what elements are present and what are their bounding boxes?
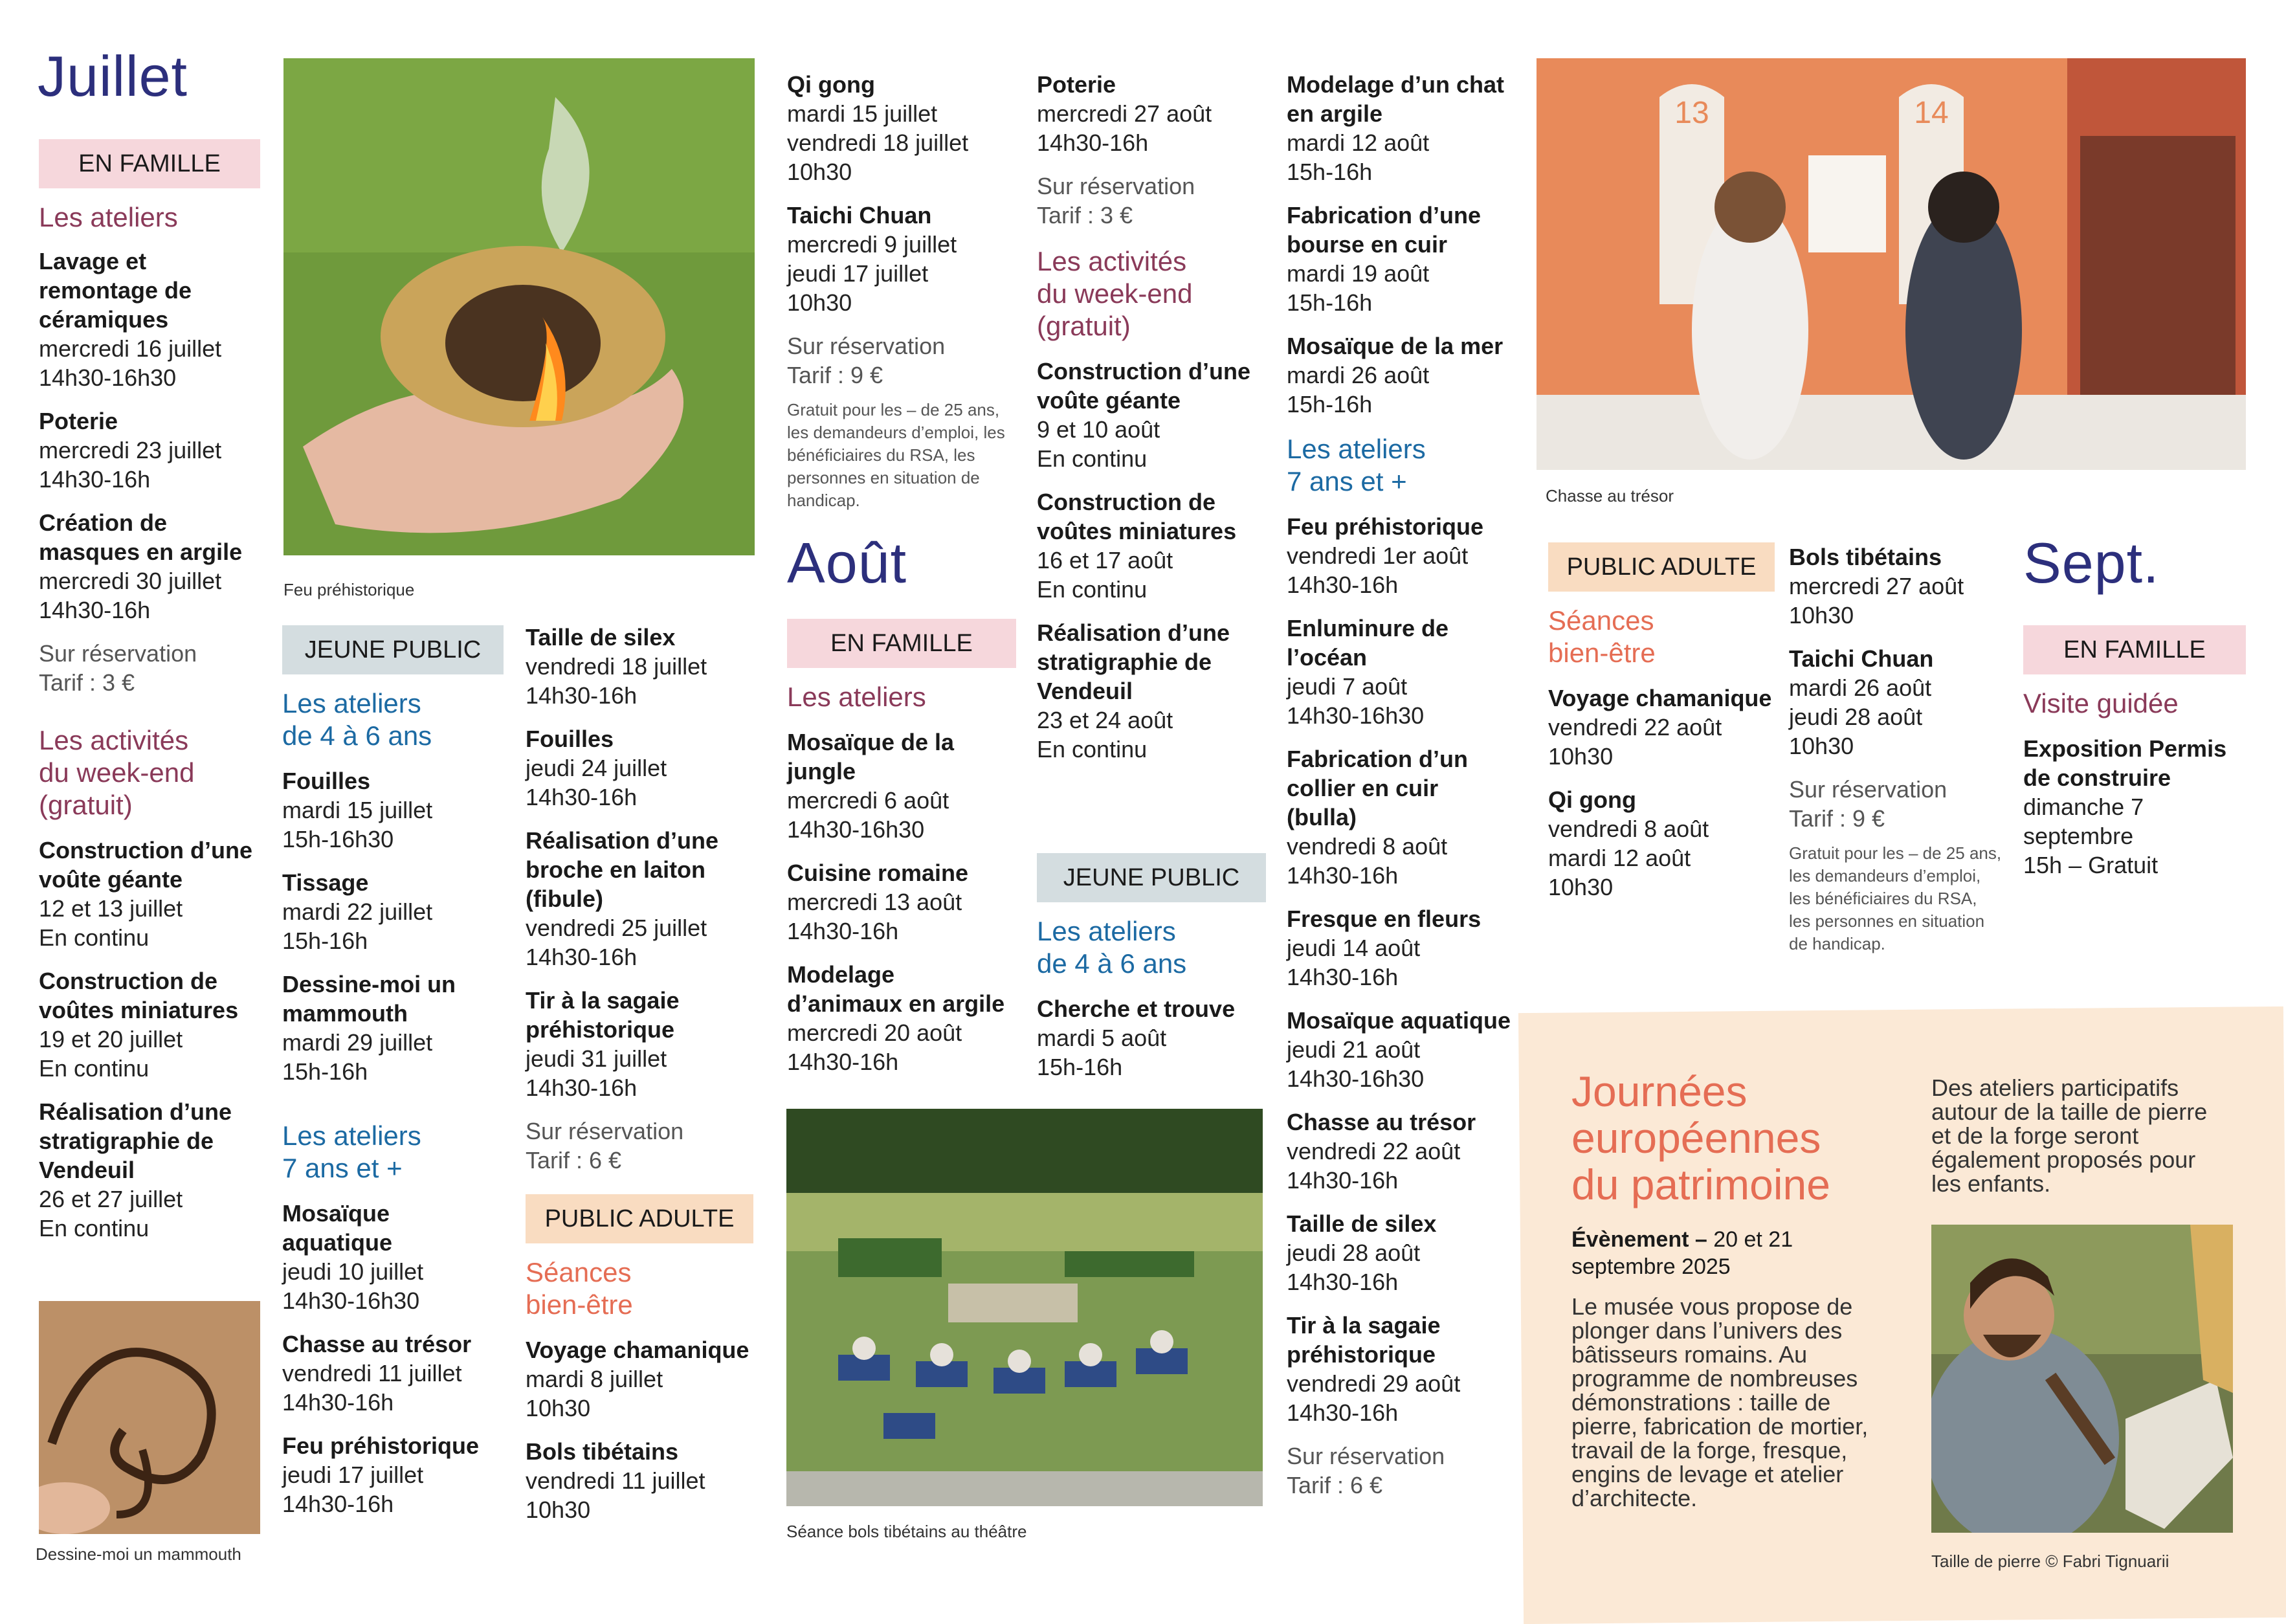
caption-mammouth: Dessine-moi un mammouth <box>36 1544 241 1564</box>
event-item <box>1037 70 1263 157</box>
event-time: 14h30-16h <box>1287 862 1399 889</box>
jep-event-label: Évènement – <box>1571 1227 1707 1252</box>
event-title: Dessine-moi un mammouth <box>282 971 456 1027</box>
event-title: Mosaïque de la jungle <box>787 729 955 784</box>
event-title: Mosaïque de la mer <box>1287 333 1504 359</box>
caption-bols: Séance bols tibétains au théâtre <box>786 1522 1027 1541</box>
event-date: septembre <box>2023 823 2134 849</box>
event-item <box>2023 734 2246 880</box>
event-time: 14h30-16h <box>1287 1269 1399 1295</box>
section-activites-heading: (gratuit) <box>1037 311 1131 341</box>
event-title: Voyage chamanique <box>526 1337 749 1363</box>
event-time: 14h30-16h <box>282 1389 394 1416</box>
photo-chasse-tresor <box>1537 58 2246 470</box>
photo-feu-art <box>283 58 755 555</box>
event-item <box>526 1335 753 1423</box>
caption-taille-pierre: Taille de pierre © Fabri Tignuarii <box>1931 1552 2169 1571</box>
event-date: jeudi 28 août <box>1287 1240 1421 1266</box>
event-title: Mosaïque aquatique <box>282 1200 393 1256</box>
event-title: Fabrication d’un collier en cuir (bulla) <box>1287 746 1469 830</box>
event-time: 14h30-16h30 <box>39 364 177 391</box>
section-ateliers-4-6: de 4 à 6 ans <box>282 720 432 751</box>
event-time: En continu <box>39 1055 150 1082</box>
event-date: mardi 12 août <box>1287 129 1430 156</box>
event-date: mercredi 20 août <box>787 1019 962 1046</box>
event-item <box>787 858 1016 946</box>
event-date: vendredi 18 juillet <box>787 129 969 156</box>
event-item <box>282 1329 504 1417</box>
event-date: jeudi 24 juillet <box>526 755 667 781</box>
event-time: 15h-16h <box>282 1058 368 1085</box>
event-time: 10h30 <box>1548 743 1614 770</box>
event-title: Modelage d’un chat en argile <box>1287 71 1505 127</box>
event-date: jeudi 14 août <box>1287 935 1421 961</box>
event-title: Qi gong <box>1548 786 1636 813</box>
event-title: Voyage chamanique <box>1548 685 1772 711</box>
event-item <box>39 247 260 392</box>
section-activites-heading: Les activités <box>39 725 189 755</box>
event-title: Cuisine romaine <box>787 860 969 886</box>
event-date: mardi 15 juillet <box>282 797 433 823</box>
event-time: 14h30-16h <box>39 597 151 623</box>
section-visite-guidee: Visite guidée <box>2023 688 2179 718</box>
pill-jeune-public: JEUNE PUBLIC <box>1037 853 1266 902</box>
event-time: En continu <box>1037 576 1148 603</box>
event-date: vendredi 18 juillet <box>526 653 707 680</box>
section-ateliers-4-6: Les ateliers <box>282 688 421 718</box>
event-title: Cherche et trouve <box>1037 996 1236 1022</box>
event-item <box>39 508 260 625</box>
event-item <box>1037 487 1263 604</box>
event-date: vendredi 11 juillet <box>282 1360 462 1386</box>
event-item <box>1548 785 1775 902</box>
juillet-jeune-column <box>282 625 504 1518</box>
event-item <box>1287 1006 1513 1093</box>
event-item <box>1037 357 1263 473</box>
event-time: En continu <box>39 1215 150 1241</box>
event-time: 14h30-16h <box>1037 129 1149 156</box>
event-title: Réalisation d’une stratigraphie de Vendeuil <box>39 1098 232 1183</box>
event-title: Réalisation d’une broche en laiton (fibule) <box>526 827 719 912</box>
event-time: 14h30-16h <box>526 784 638 810</box>
event-time: 14h30-16h <box>526 682 638 709</box>
photo-taille-art <box>1931 1225 2233 1533</box>
pill-public-adulte: PUBLIC ADULTE <box>526 1194 753 1243</box>
event-title: Chasse au trésor <box>1287 1109 1476 1135</box>
month-title-aout: Août <box>787 531 907 595</box>
section-seances: Séances <box>1548 605 1654 636</box>
event-title: Fabrication d’une bourse en cuir <box>1287 202 1481 258</box>
event-time: 15h-16h30 <box>282 826 394 852</box>
event-item <box>1037 618 1263 764</box>
event-time: 14h30-16h <box>526 1074 638 1101</box>
photo-feu <box>283 58 755 555</box>
event-title: Bols tibétains <box>1789 544 1942 570</box>
event-time: 14h30-16h30 <box>1287 702 1425 729</box>
event-date: vendredi 11 juillet <box>526 1467 705 1494</box>
event-item <box>1287 70 1513 186</box>
caption-chasse: Chasse au trésor <box>1546 486 1674 506</box>
event-date: 9 et 10 août <box>1037 416 1160 443</box>
event-date: vendredi 25 juillet <box>526 915 707 941</box>
event-title: Lavage et remontage de céramiques <box>39 248 192 333</box>
event-title: Poterie <box>1037 71 1116 98</box>
pill-en-famille: EN FAMILLE <box>787 619 1016 668</box>
event-title: Poterie <box>39 408 118 434</box>
event-date: jeudi 17 juillet <box>787 260 929 287</box>
event-date: mercredi 9 juillet <box>787 231 957 258</box>
section-activites-heading: Les activités <box>1037 246 1187 276</box>
event-time: 14h30-16h <box>1287 1399 1399 1426</box>
event-time: 15h-16h <box>1037 1054 1123 1080</box>
section-ateliers: Les ateliers <box>39 202 178 232</box>
event-title: Fouilles <box>526 726 614 752</box>
aout-adulte-column-b <box>1789 542 2009 955</box>
event-date: mardi 26 août <box>1789 674 1932 701</box>
event-time: 14h30-16h <box>1287 1167 1399 1194</box>
jep-title: européennes <box>1571 1114 1821 1162</box>
tarif-note: Tarif : 9 € <box>1789 805 1885 832</box>
event-date: jeudi 17 juillet <box>282 1462 424 1488</box>
event-title: Création de masques en argile <box>39 509 243 565</box>
section-seances: bien-être <box>1548 638 1656 668</box>
event-title: Tir à la sagaie préhistorique <box>1287 1312 1441 1368</box>
event-item <box>526 1437 753 1524</box>
event-time: 14h30-16h <box>1287 964 1399 990</box>
section-activites-heading: du week-end <box>39 757 195 788</box>
event-date: jeudi 10 juillet <box>282 1258 424 1285</box>
event-title: Fouilles <box>282 768 371 794</box>
event-time: 14h30-16h <box>1287 572 1399 598</box>
event-item <box>526 986 753 1102</box>
event-time: 14h30-16h <box>282 1491 394 1517</box>
event-date: mercredi 13 août <box>787 889 962 915</box>
event-date: vendredi 22 août <box>1548 714 1722 740</box>
event-time: 15h-16h <box>282 928 368 954</box>
jep-title: du patrimoine <box>1571 1161 1830 1208</box>
event-time: 10h30 <box>526 1395 591 1421</box>
aout-jeune-column <box>1037 853 1266 1082</box>
event-date: jeudi 7 août <box>1287 673 1408 700</box>
event-item <box>787 960 1016 1076</box>
jep-event-dates: 20 et 21 <box>1713 1227 1793 1252</box>
event-date: 19 et 20 juillet <box>39 1026 183 1052</box>
month-title-juillet: Juillet <box>38 44 188 108</box>
pill-en-famille: EN FAMILLE <box>39 139 260 188</box>
sept-column <box>2023 625 2246 880</box>
event-title: Fresque en fleurs <box>1287 906 1481 932</box>
event-title: Construction d’une voûte géante <box>39 837 252 893</box>
section-seances: bien-être <box>526 1289 633 1320</box>
event-date: vendredi 22 août <box>1287 1138 1461 1164</box>
event-item <box>1789 644 2009 761</box>
event-date: mardi 26 août <box>1287 362 1430 388</box>
pill-public-adulte: PUBLIC ADULTE <box>1548 542 1775 592</box>
event-item <box>787 728 1016 844</box>
photo-chasse-art <box>1537 58 2246 470</box>
pill-jeune-public: JEUNE PUBLIC <box>282 625 504 674</box>
section-activites-heading: (gratuit) <box>39 790 133 820</box>
event-item <box>1287 1311 1513 1427</box>
event-time: En continu <box>39 924 150 951</box>
event-date: dimanche 7 <box>2023 794 2144 820</box>
photo-taille-pierre <box>1931 1225 2233 1533</box>
event-date: vendredi 8 août <box>1548 816 1709 842</box>
gratuit-note: Gratuit pour les – de 25 ans, les demandeurs d’emploi, les bénéficiaires du RSA, les personnes en situation de handicap. <box>787 400 1005 510</box>
event-item <box>1287 744 1513 890</box>
reservation-note: Sur réservation <box>1037 173 1195 199</box>
juillet-7ans-column <box>526 623 753 1524</box>
section-ateliers-7: Les ateliers <box>282 1120 421 1151</box>
event-title: Mosaïque aquatique <box>1287 1007 1511 1034</box>
event-item <box>282 1431 504 1518</box>
month-title-sept: Sept. <box>2023 531 2160 595</box>
event-date: jeudi 21 août <box>1287 1036 1421 1063</box>
jep-title: Journées <box>1571 1067 1748 1115</box>
event-date: mardi 15 juillet <box>787 100 938 127</box>
event-item <box>526 826 753 972</box>
event-date: mercredi 27 août <box>1037 100 1212 127</box>
caption-feu: Feu préhistorique <box>283 580 415 599</box>
gratuit-note: Gratuit pour les – de 25 ans, les demandeurs d’emploi, les bénéficiaires du RSA, les personnes en situation de handicap. <box>1789 843 2002 953</box>
event-time: 14h30-16h30 <box>1287 1065 1425 1092</box>
panel-b-number: 14 <box>1914 96 1949 130</box>
section-activites-heading: du week-end <box>1037 278 1193 309</box>
event-title: Taichi Chuan <box>787 202 932 228</box>
event-item <box>282 970 504 1086</box>
event-date: mardi 5 août <box>1037 1025 1167 1051</box>
photo-bols-art <box>786 1109 1263 1506</box>
event-time: 15h-16h <box>1287 159 1373 185</box>
event-time: 10h30 <box>1548 874 1614 900</box>
event-item <box>526 724 753 812</box>
event-date: mercredi 6 août <box>787 787 949 814</box>
jep-main <box>1571 1068 1908 1510</box>
event-time: 15h-16h <box>1287 391 1373 417</box>
event-time: 10h30 <box>787 289 852 316</box>
event-date: 16 et 17 août <box>1037 547 1173 573</box>
photo-bols-tibetains <box>786 1109 1263 1506</box>
event-title: Tir à la sagaie préhistorique <box>526 987 680 1043</box>
event-title: Taille de silex <box>1287 1210 1437 1237</box>
event-date: mercredi 27 août <box>1789 573 1964 599</box>
event-date: mardi 19 août <box>1287 260 1430 287</box>
event-date: mardi 8 juillet <box>526 1366 663 1392</box>
reservation-note: Sur réservation <box>526 1118 684 1144</box>
event-item <box>39 406 260 494</box>
event-time: 10h30 <box>1789 602 1854 628</box>
section-ateliers-4-6: de 4 à 6 ans <box>1037 948 1187 979</box>
tarif-note: Tarif : 3 € <box>39 669 135 696</box>
event-date: mercredi 16 juillet <box>39 335 222 362</box>
event-time: 15h – Gratuit <box>2023 852 2158 878</box>
reservation-note: Sur réservation <box>39 640 197 667</box>
event-time: 10h30 <box>787 159 852 185</box>
event-item <box>787 70 1020 186</box>
event-title: Chasse au trésor <box>282 1331 472 1357</box>
section-ateliers-4-6: Les ateliers <box>1037 916 1176 946</box>
event-title: Construction de voûtes miniatures <box>39 968 239 1023</box>
event-date: vendredi 29 août <box>1287 1370 1461 1397</box>
event-title: Feu préhistorique <box>282 1432 480 1459</box>
event-title: Taille de silex <box>526 624 676 651</box>
event-item <box>1548 684 1775 771</box>
event-time: 14h30-16h30 <box>282 1287 420 1314</box>
event-item <box>39 966 260 1083</box>
event-date: 26 et 27 juillet <box>39 1186 183 1212</box>
reservation-note: Sur réservation <box>1287 1443 1445 1469</box>
aout-adulte-column <box>1548 542 1775 902</box>
event-item <box>526 623 753 710</box>
event-time: 14h30-16h <box>787 918 899 944</box>
event-date: mercredi 30 juillet <box>39 568 222 594</box>
section-ateliers-7: 7 ans et + <box>1287 466 1407 496</box>
aout-famille-column <box>787 619 1016 1076</box>
event-time: En continu <box>1037 445 1148 472</box>
event-date: mardi 22 juillet <box>282 898 433 925</box>
event-title: Construction d’une voûte géante <box>1037 358 1250 414</box>
jep-body: Le musée vous propose de plonger dans l’univers des bâtisseurs romains. Au programme de nombreuses démonstrations : taille de pierre, fabrication de mortier, travail de la forge, fresque, engins de levage et atelier d’architecte. <box>1571 1293 1869 1511</box>
event-item <box>1789 542 2009 630</box>
event-time: 10h30 <box>1789 733 1854 759</box>
event-item <box>1287 1209 1513 1296</box>
event-time: 14h30-16h30 <box>787 816 925 843</box>
event-item <box>1287 512 1513 599</box>
event-item <box>1287 201 1513 317</box>
event-title: Réalisation d’une stratigraphie de Vendeuil <box>1037 619 1230 704</box>
event-item <box>282 766 504 854</box>
section-seances: Séances <box>526 1257 632 1287</box>
event-time: 14h30-16h <box>526 944 638 970</box>
event-item <box>39 836 260 952</box>
jep-event-year: septembre 2025 <box>1571 1254 1731 1279</box>
section-ateliers-7: Les ateliers <box>1287 434 1426 464</box>
event-item <box>39 1097 260 1243</box>
event-time: 10h30 <box>526 1496 591 1523</box>
event-item <box>282 1199 504 1315</box>
event-date: mardi 12 août <box>1548 845 1691 871</box>
event-item <box>1287 331 1513 419</box>
event-date: mercredi 23 juillet <box>39 437 222 463</box>
event-title: Exposition Permis de construire <box>2023 735 2227 791</box>
event-date: jeudi 28 août <box>1789 704 1923 730</box>
event-item <box>787 201 1020 317</box>
event-time: 14h30-16h <box>39 466 151 493</box>
reservation-note: Sur réservation <box>1789 776 1948 803</box>
event-title: Taichi Chuan <box>1789 645 1934 672</box>
photo-mammouth <box>39 1301 260 1534</box>
pill-en-famille: EN FAMILLE <box>2023 625 2246 674</box>
event-title: Construction de voûtes miniatures <box>1037 489 1237 544</box>
panel-a-number: 13 <box>1674 96 1709 130</box>
event-date: 12 et 13 juillet <box>39 895 183 922</box>
event-title: Tissage <box>282 869 369 896</box>
event-title: Feu préhistorique <box>1287 513 1484 540</box>
event-date: 23 et 24 août <box>1037 707 1173 733</box>
event-date: vendredi 8 août <box>1287 833 1448 860</box>
reservation-note: Sur réservation <box>787 333 946 359</box>
event-title: Bols tibétains <box>526 1438 679 1465</box>
section-ateliers: Les ateliers <box>787 682 926 712</box>
jep-event-line <box>1571 1226 1908 1253</box>
event-item <box>1037 994 1266 1082</box>
section-ateliers-7: 7 ans et + <box>282 1153 403 1183</box>
event-date: mardi 29 juillet <box>282 1029 433 1056</box>
juillet-famille-column <box>39 139 260 1243</box>
event-title: Qi gong <box>787 71 875 98</box>
photo-mammouth-art <box>39 1301 260 1534</box>
aout-famille-column-b <box>1037 70 1263 764</box>
event-time: 15h-16h <box>1287 289 1373 316</box>
juillet-adulte-column <box>787 70 1020 512</box>
event-item <box>1287 1107 1513 1195</box>
event-time: 14h30-16h <box>787 1049 899 1075</box>
event-title: Enluminure de l’océan <box>1287 615 1449 671</box>
event-item <box>1287 614 1513 730</box>
event-item <box>282 868 504 955</box>
tarif-note: Tarif : 6 € <box>526 1147 622 1174</box>
tarif-note: Tarif : 6 € <box>1287 1472 1383 1498</box>
event-date: jeudi 31 juillet <box>526 1045 667 1072</box>
event-title: Modelage d’animaux en argile <box>787 961 1005 1017</box>
event-time: En continu <box>1037 736 1148 762</box>
aout-jeune-column-b <box>1287 70 1513 1500</box>
tarif-note: Tarif : 9 € <box>787 362 883 388</box>
jep-side-text: Des ateliers participatifs autour de la taille de pierre et de la forge seront également proposés pour les enfants. <box>1931 1074 2208 1197</box>
tarif-note: Tarif : 3 € <box>1037 202 1133 228</box>
event-item <box>1287 904 1513 992</box>
event-date: vendredi 1er août <box>1287 542 1469 569</box>
